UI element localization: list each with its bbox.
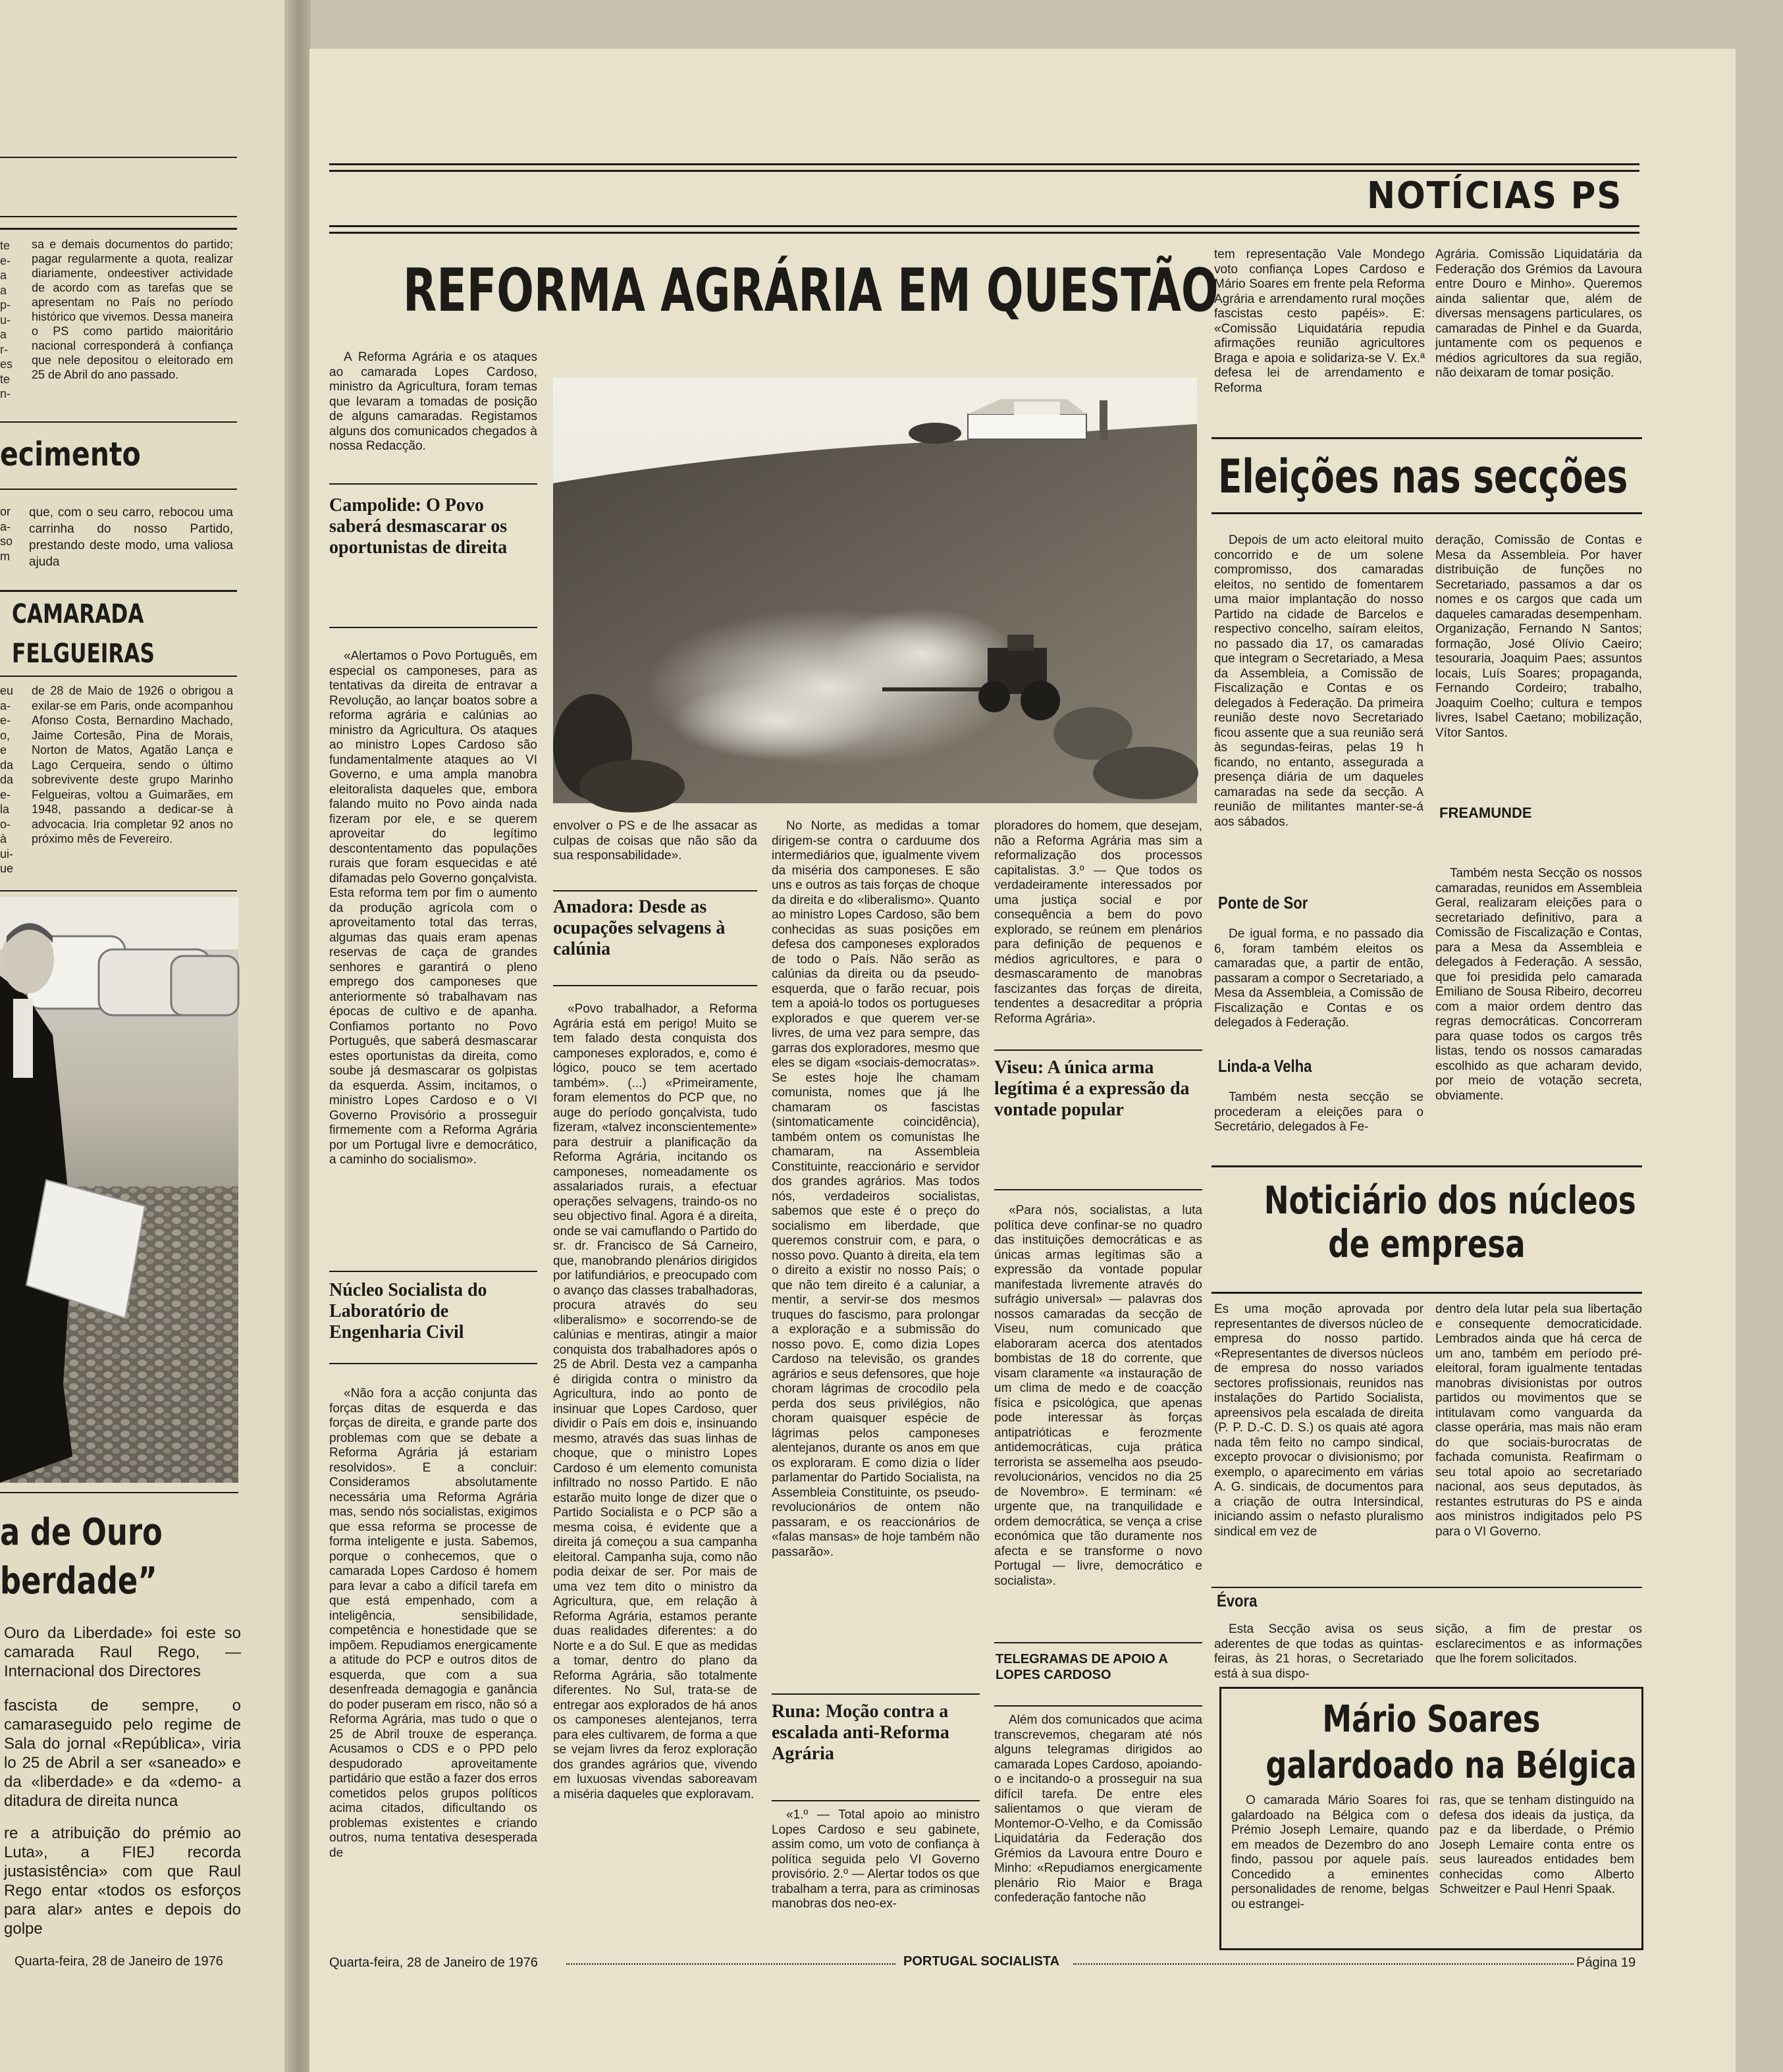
footer-rule xyxy=(566,1963,895,1965)
nucleos-headline-2: de empresa xyxy=(1328,1221,1526,1266)
rule xyxy=(0,676,237,677)
header-rule xyxy=(329,232,1639,234)
right-top-col1: tem representação Vale Mondego voto confiança Lopes Cardoso e Mário Soares em frente pela Reforma Agrária e arrendamento rural moções fascistas cesto papéis». E: «Comissão Liquidatária repudia afirmações reunião agricultores Braga e apoia e solidariza-se V. Ex.ª defesa lei de arrendamento e Reforma xyxy=(1214,248,1425,395)
left-heading-1: ecimento xyxy=(0,435,141,473)
col4-top: ploradores do homem, que desejam, não a Reforma Agrária mas sim a reformalização dos processos capitalistas. 3.º — Que todos os verdadeiramente interessados por uma justiça social e por consequência a bem do povo explorado, se reúnem em plenários para definição de pequenos e médios agricultores, e para o desmascaramento de manobras fascizantes das forças de direita, tendentes a desacreditar a própria Reforma Agrária». xyxy=(994,819,1202,1026)
man-portrait-photo xyxy=(0,897,238,1483)
rule xyxy=(0,590,237,592)
rule xyxy=(772,1800,980,1801)
col3-body: No Norte, as medidas a tomar dirigem-se contra o carduume dos intermediários que, igualmente vivem da miséria dos camponeses. E são uns e outros as tais forças de choque da direita e do «liberalismo». Quanto ao ministro Lopes Cardoso, são bem conhecidas as suas posições em defesa dos camponeses explorados de todo o País. Não serão as calúnias da direita ou da pseudo-esquerda, que o farão recuar, pois tem a apoiá-lo todos os portugueses explorados e que querem ver-se livres, de uma vez para sempre, das garras dos exploradores, mesmo que eles se digam «sociais-democratas». Se estes hoje lhe chamam comunista, nomes que já lhe chamaram os fascistas (sintomaticamente coincidência), também ontem os comunistas lhe chamaram, na Assembleia Constituinte, reaccionário e servidor dos grandes agrários. Mas todos nós, verdadeiros socialistas, sabemos que este é o preço do socialismo em liberdade, que queremos construir com, e para, o nosso povo. Quanto à direita, ela tem o direito a existir no nosso País; o que não tem direito é a caluniar, a mentir, a servir-se dos mesmos truques do fascismo, para prolongar a exploração e a submissão do nosso povo. E, como dizia Lopes Cardoso na televisão, os grandes agrários e seus defensores, que hoje choram lágrimas de crocodilo pela perda dos seus privilégios, não choram quaisquer espécie de lágrimas pelos camponeses alentejanos, durante os anos em que os exploraram. E como dizia o líder parlamentar do Partido Socialista, na Assembleia Constituinte, os pseudo-revolucionários de ontem não passaram, e os reaccionários de «falas mansas» de hoje também não passarão». xyxy=(772,819,980,1559)
left-footer-date: Quarta-feira, 28 de Janeiro de 1976 xyxy=(14,1954,223,1969)
soares-col1: O camarada Mário Soares foi galardoado na Bélgica com o Prémio Joseph Lemaire, quando em meados de Dezembro do ano findo, passou por aquele país. Concedido a eminentes personalidades de renome, belgas ou estrangei- xyxy=(1231,1793,1429,1911)
left-heading-2b: FELGUEIRAS xyxy=(12,639,155,669)
ponte-body: De igual forma, e no passado dia 6, foram também eleitos os camaradas que, a partir de então, passaram a compor o Secretariado, a Mesa da Assembleia, a Comissão de Fiscalização e Contas e os delegados à Federação. xyxy=(1214,927,1424,1030)
evora-col2: sição, a fim de prestar os esclarecimentos e as informações que lhe forem solicitados. xyxy=(1435,1622,1642,1666)
telegramas-body: Além dos comunicados que acima transcrevemos, chegaram até nós alguns telegramas dirigidos ao camarada Lopes Cardoso, apoiando-o e incitando-o a prosseguir na sua difícil tarefa. De entre eles salientamos o que vieram de Montemor-O-Velho, e da Comissão Liquidatária da Federação dos Grémios da Lavoura entre Douro e Minho: «Repudiamos energicamente plenário Rio Maior e Braga confederação fantoche não xyxy=(994,1713,1202,1905)
evora-col1: Esta Secção avisa os seus aderentes de que todas as quintas-feiras, às 21 horas, o Secretariado está à sua dispo- xyxy=(1214,1622,1424,1681)
soares-headline-2: galardoado na Bélgica xyxy=(1265,1744,1637,1787)
main-intro: A Reforma Agrária e os ataques ao camarada Lopes Cardoso, ministro da Agricultura, foram temas que levaram a tomadas de posição de alguns camaradas. Registamos alguns dos comunicados chegados à nossa Redacção. xyxy=(329,350,537,453)
header-rule xyxy=(329,225,1639,227)
eleicoes-col2: deração, Comissão de Contas e Mesa da Assembleia. Por haver distribuição de funções no Secretariado, passamos a dar os nomes e os cargos que cada um daqueles camaradas desempenham. Organização, Fernando N Santos; formação, José Olívio Caeiro; tesouraria, Joaquim Paes; assuntos locais, Luís Soares; propaganda, Fernando Cordeiro; trabalho, Joaquim Coelho; cultura e tempos livres, Isabel Caetano; mobilização, Vítor Santos. xyxy=(1435,533,1642,740)
rule xyxy=(994,1049,1202,1051)
left-fragment-6: re a atribuição do prémio ao Luta», a FIEJ recorda justasistência» com que Raul Rego entar «todos os esforços para alar» antes e depois do golpe xyxy=(4,1824,241,1938)
footer-date: Quarta-feira, 28 de Janeiro de 1976 xyxy=(329,1955,538,1970)
rule xyxy=(553,890,757,891)
amadora-title: Amadora: Desde as ocupações selvagens à calúnia xyxy=(553,897,726,959)
soares-col2: ras, que se tenham distinguido na defesa dos ideais da justiça, da paz e da liberdade, o Prémio Joseph Lemaire conta entre os seus laureados entidades bem conhecidas como Alberto Schweitzer e Paul Henri Spaak. xyxy=(1439,1793,1634,1896)
footer-publication: PORTUGAL SOCIALISTA xyxy=(903,1954,1060,1969)
left-fragment-3: de 28 de Maio de 1926 o obrigou a exilar-se em Paris, onde acompanhou Afonso Costa, Bernardino Machado, Jaime Cortesão, Pina de Morais, Norton de Matos, Agatão Lança e Lago Cerqueira, sendo o último sobrevivente deste grupo Marinho Felgueiras, voltou a Guimarães, em 1948, passando a dedicar-se à advocacia. Iria completar 92 anos no próximo mês de Fevereiro. xyxy=(32,684,233,845)
left-heading-2a: CAMARADA xyxy=(12,599,144,629)
freamunde-body: Também nesta Secção os nossos camaradas, reunidos em Assembleia Geral, realizaram eleições para o secretariado definitivo, para a Comissão de Fiscalização e Contas, para a Mesa da Assembleia e delegados à Federação. A sessão, que foi presidida pelo camarada Emiliano de Sousa Ribeiro, decorreu com a maior ordem dentro das regras democráticas. Concorreram para quase todos os cargos três listas, tendo os nossos camaradas escolhido as que acharam devido, por meio de votação secreta, obviamente. xyxy=(1435,866,1642,1103)
viseu-title: Viseu: A única arma legítima é a expressão da vontade popular xyxy=(994,1057,1190,1120)
nucleo-title: Núcleo Socialista do Laboratório de Engenharia Civil xyxy=(329,1280,487,1342)
left-fragment-1: sa e demais documentos do partido; pagar regularmente a quota, realizar diariamente, ondeestiver actividade de acordo com as tarefas que se apresentam no País no período histórico que vivemos. Dessa maneira o PS como partido maioritário nacional corresponderá à confiança que nele depositou o eleitorado em 25 de Abril do ano passado. xyxy=(32,238,233,381)
rule xyxy=(329,483,537,485)
rule xyxy=(0,421,237,423)
nucleos-col1: Es uma moção aprovada por representantes de diversos núcleo de empresa do nosso partido. «Representantes de diversos núcleos de empresa do nosso variados sectores profissionais, reunidos nas instalações do Partido Socialista, apreensivos pela escalada de direita (P. P. D.-C. D. S.) os quais até agora nada têm feito no campo sindical, excepto provocar o divisionismo; por exemplo, o aparecimento em várias A. G. sindicais, de documentos para a criação de outra Intersindical, iniciando assim o nefasto pluralismo sindical em vez de xyxy=(1214,1302,1424,1539)
cut-column-edge: or a- so m xyxy=(0,505,13,563)
linda-body: Também nesta secção se procederam a eleições para o Secretário, delegados à Fe- xyxy=(1214,1090,1424,1134)
viseu-body: «Para nós, socialistas, a luta política deve confinar-se no quadro das instituições democráticas e as únicas armas legítimas são a expressão da vontade popular manifestada livremente através do sufrágio universal» — palavras dos nossos camaradas da secção de Viseu, num comunicado que elaboraram acerca dos atentados bombistas de 18 do corrente, que visam claramente «a instauração de um clima de medo e de coacção física e psicológica, que apenas pode interessar às forças antipatrióticas e ferozmente antidemocráticas, cuja prática terrorista se assemelha aos pseudo-revolucionários, vencidos no dia 25 de Novembro». E terminam: «é urgente que, na tranquilidade e ordem democrática, se vença a crise económica que tão duramente nos afecta e se transforme o novo Portugal — livre, democrático e socialista». xyxy=(994,1204,1202,1588)
rule xyxy=(0,1492,238,1493)
evora-title: Évora xyxy=(1217,1591,1258,1610)
nucleo-body: «Não fora a acção conjunta das forças ditas de esquerda e das forças de direita, e grande parte dos problemas com que se debate a Reforma Agrária já estariam resolvidos». E a concluir: Consideramos absolutamente necessária uma Reforma Agrária mas, sendo nós socialistas, exigimos que essa reforma se processe de forma inteligente e justa. Sabemos, porque o conhecemos, que o camarada Lopes Cardoso é homem para levar a cabo a difícil tarefa em que está empenhado, com a inteligência, sensibilidade, competência e honestidade que se impõem. Repudiamos energicamente a atitude do PCP e outros ditos de esquerda, que com a sua desenfreada demagogia e ganância do poder puseram em risco, não só a Reforma Agrária, mas tudo o que o 25 de Abril trouxe de esperança. Acusamos o CDS e o PPD pelo despudorado aproveitamente partidário que estão a fazer dos erros cometidos pelos grupos políticos acima citados, dificultando os problemas existentes e criando outros, numa tentativa desesperada de xyxy=(329,1387,537,1860)
main-headline: REFORMA AGRÁRIA EM QUESTÃO xyxy=(403,256,1219,325)
linda-title: Linda-a Velha xyxy=(1218,1056,1312,1076)
header-rule xyxy=(329,170,1639,172)
nucleos-headline-1: Noticiário dos núcleos xyxy=(1264,1178,1636,1223)
left-heading-3b: berdade” xyxy=(0,1560,157,1603)
rule xyxy=(0,216,237,217)
campolide-body: «Alertamos o Povo Português, em especial os camponeses, para as tentativas da direita de entravar a Revolução, ao lançar boatos sobre a reforma agrária e calúnias ao ministro da Agricultura. Os ataques ao ministro Lopes Cardoso são fundamentalmente ataques ao VI Governo, e uma ampla manobra eleitoralista daqueles que, embora falando muito no Povo ainda nada fizeram por ele, e se querem aproveitar do legítimo descontentamento das populações rurais que foram esquecidas e até difamadas pelo Governo gonçalvista. Esta reforma tem por fim o aumento da produção agrícola com o aproveitamento total das terras, algumas das quais eram apenas reservas de caça de grandes senhores e garantirá o pleno emprego dos camponeses que anteriormente só trabalhavam nas épocas de cultivo e de apanha. Confiamos portanto no Povo Português, que saberá desmascarar estes oportunistas da direita, como soube já desmascarar os golpistas da esquerda. Assim, incitamos, o ministro Lopes Cardoso e o VI Governo Provisório a prosseguir firmemente com a Reforma Agrária por um Portugal livre e democrático, a caminho do socialismo». xyxy=(329,649,537,1167)
rule xyxy=(772,1693,980,1695)
rule xyxy=(994,1642,1202,1643)
soares-headline-1: Mário Soares xyxy=(1322,1698,1541,1741)
telegramas-title: TELEGRAMAS DE APOIO A LOPES CARDOSO xyxy=(996,1652,1168,1682)
eleicoes-headline: Eleições nas secções xyxy=(1218,450,1628,504)
eleicoes-col1: Depois de um acto eleitoral muito concorrido e de um solene compromisso, dos camaradas eleitos, no sentido de fomentarem uma maior implantação do nosso Partido na cidade de Barcelos e respectivo concelho, saíram eleitos, no passado dia 17, os camaradas que integram o Secretariado, a Mesa da Assembleia, a Comissão de Fiscalização e Contas e os delegados à Federação. Da primeira reunião deste novo Secretariado ficou assente que a sua reunião será às segundas-feiras, pelas 19 h ficando, no entanto, assegurada a presença diária de um daqueles camaradas na sede da secção. A reunião de militantes manter-se-á aos sábados. xyxy=(1214,533,1424,829)
header-rule xyxy=(329,163,1639,165)
amadora-body: «Povo trabalhador, a Reforma Agrária está em perigo! Muito se tem falado desta conquista dos camponeses explorados, e, como é lógico, pouco se tem acertado também». (...) «Primeiramente, foram elementos do PCP que, no auge do período gonçalvista, tudo fizeram, «talvez inconscientemente» para destruir a planificação da Reforma Agrária, incitando os camponeses, nomeadamente os assalariados rurais, a efectuar operações selvagens, traindo-os no seu objectivo final. Agora é a direita, onde se vai camuflando o Partido do sr. dr. Francisco de Sá Carneiro, que, manobrando plenários dirigidos por latifundiários, e preocupado com o avanço das classes trabalhadoras, procura através do seu «liberalismo» e socorrendo-se de calúnias e mentiras, atingir a maior conquista dos trabalhadores após o 25 de Abril. Desta vez a campanha é dirigida contra o ministro da Agricultura, indo ao ponto de insinuar que Lopes Cardoso, quer dividir o País em dois e, insinuando mesmo, através das suas linhas de choque, que o ministro Lopes Cardoso é um elemento comunista infiltrado no nosso Partido. E não estarão muito longe de dizer que o Partido Socialista e o PCP são a mesma coisa, é evidente que a direita já começou a sua campanha eleitoral. Campanha suja, como não podia deixar de ser. Por mais de uma vez tem dito o ministro da Agricultura, que, em relação à Reforma Agrária, estamos perante duas realidades diferentes: a do Norte e a do Sul. E que as medidas a tomar, dentro do plano da Reforma Agrária, são totalmente diferentes. No Sul, trata-se de entregar aos explorados de há anos os camponeses alentejanos, terra para eles cultivarem, de forma a que se vejam livres da feroz exploração dos grandes agrários que, vivendo em luxuosas vivendas saboreavam a miséria daqueles que exploravam. xyxy=(553,1002,757,1801)
left-fragment-5: fascista de sempre, o camaraseguido pelo regime de Sala do jornal «República», viria lo 25 de Abril a ser «saneado» e da «liberdade» e da «demo- a ditadura de direita nunca xyxy=(4,1697,241,1810)
rule xyxy=(329,627,537,628)
runa-body: «1.º — Total apoio ao ministro Lopes Cardoso e seu gabinete, assim como, um voto de confiança à política seguida pelo VI Governo provisório. 2.º — Alertar todos os que trabalham a terra, para as criminosas manobras dos neo-ex- xyxy=(772,1808,980,1911)
left-fragment-4: Ouro da Liberdade» foi este so camarada Raul Rego, — Internacional dos Directores xyxy=(4,1624,241,1680)
cut-column-edge: eu a- e- o, e da da e- la o- à ui- ue xyxy=(0,684,14,875)
freamunde-title: FREAMUNDE xyxy=(1439,805,1532,821)
rule xyxy=(1211,512,1642,514)
rule xyxy=(0,157,237,158)
ponte-title: Ponte de Sor xyxy=(1218,893,1308,913)
rule xyxy=(0,890,237,891)
rule xyxy=(329,1363,537,1364)
section-title: NOTÍCIAS PS xyxy=(1367,174,1623,217)
footer-rule xyxy=(1073,1963,1574,1965)
rule xyxy=(329,1271,537,1272)
rule xyxy=(994,1189,1202,1190)
page-gutter xyxy=(284,0,311,2072)
rule xyxy=(1211,1587,1642,1588)
rule xyxy=(0,228,237,230)
left-heading-3a: a de Ouro xyxy=(0,1511,163,1554)
cut-column-edge: te e- a a p- u- a r- es te n- xyxy=(0,239,13,400)
left-fragment-2: que, com o seu carro, rebocou uma carrinha do nosso Partido, prestando deste modo, uma valiosa ajuda xyxy=(29,506,233,569)
rule xyxy=(1211,1165,1642,1167)
nucleos-col2: dentro dela lutar pela sua libertação e consequente democraticidade. Lembrados ainda que há cerca de um ano, também em período pré-eleitoral, foram igualmente tentadas manobras divisionistas por outros partidos ou movimentos que se intitulavam como vanguarda da classe operária, mas mais não eram do que sociais-burocratas de fachada comunista. Reafirmam o seu total apoio ao secretariado nacional, aos seus deputados, às restantes estruturas do PS e ainda aos ministros indigitados pelo PS para o VI Governo. xyxy=(1435,1302,1642,1539)
rule xyxy=(0,489,237,490)
rule xyxy=(994,1705,1202,1707)
rule xyxy=(1211,1292,1642,1294)
runa-title: Runa: Moção contra a escalada anti-Reforma Agrária xyxy=(772,1701,949,1764)
col2-top: envolver o PS e de lhe assacar as culpas de coisas que não são da sua responsabilidade». xyxy=(553,819,757,863)
rule xyxy=(553,985,757,986)
rule xyxy=(1211,437,1642,439)
right-top-col2: Agrária. Comissão Liquidatária da Federação dos Grémios da Lavoura entre Douro e Minho». Queremos ainda salientar que, além de diversas mensagens particulares, os camaradas de Pinhel e da Guarda, juntamente com os pequenos e médios agricultores da sua região, não deixaram de tomar posição. xyxy=(1435,248,1642,380)
campolide-title: Campolide: O Povo saberá desmascarar os oportunistas de direita xyxy=(329,495,508,558)
footer-page: Página 19 xyxy=(1576,1955,1636,1970)
tractor-photo xyxy=(553,378,1197,803)
